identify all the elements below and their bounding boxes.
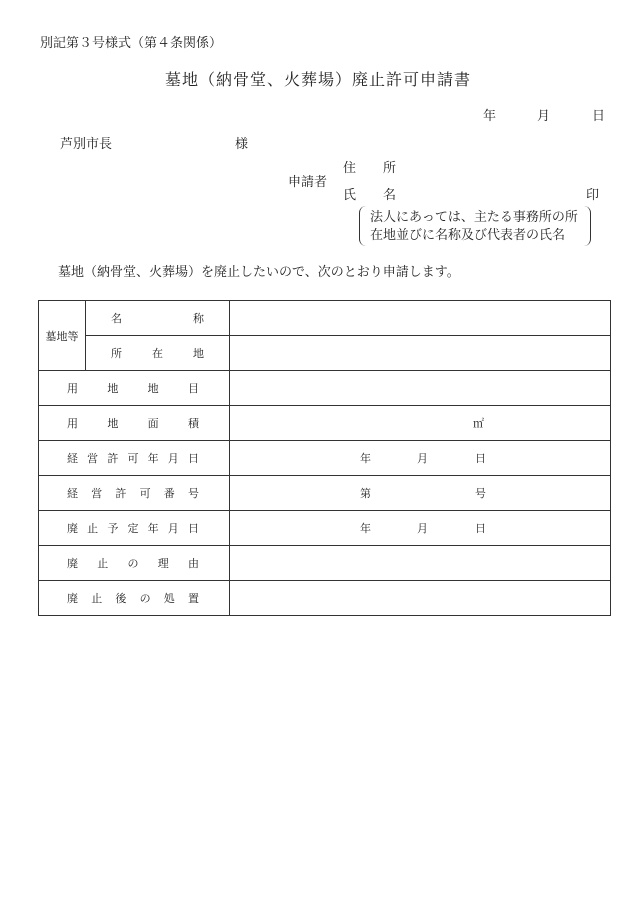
label-char: 目 (187, 382, 199, 395)
table-row (39, 301, 611, 336)
label-char: 年 (147, 522, 159, 535)
label-char: 予 (107, 522, 119, 535)
corporate-note-line-1: 法人にあっては、主たる事務所の所 (370, 210, 578, 225)
name-label-1: 氏 (343, 188, 357, 203)
date-year-label: 年 (483, 109, 497, 124)
table-row (39, 441, 611, 476)
row-label (86, 336, 230, 371)
row-label (39, 371, 230, 406)
corporate-note (359, 206, 591, 246)
label-char: 営 (87, 452, 99, 465)
closure-reason-value[interactable] (230, 546, 611, 581)
label-char: 許 (115, 487, 127, 500)
label-char: 用 (67, 417, 78, 430)
label-char: 地 (107, 417, 119, 430)
label-char: 止 (91, 592, 103, 605)
row-label (39, 406, 230, 441)
label-char: 廃 (67, 557, 78, 570)
row-label (39, 441, 230, 476)
label-char: 積 (187, 417, 199, 430)
corporate-note-line-2: 在地並びに名称及び代表者の氏名 (370, 228, 566, 243)
label-char: の (139, 592, 151, 605)
label-char: 理 (157, 557, 169, 570)
label-char: 地 (147, 382, 159, 395)
date-year-label: 年 (360, 522, 371, 535)
label-char: 止 (87, 522, 99, 535)
label-char: 止 (97, 557, 109, 570)
row-label (39, 581, 230, 616)
address-label-2: 所 (383, 161, 397, 176)
date-day-label: 日 (475, 452, 486, 465)
label-char: 由 (188, 557, 199, 570)
label-char: 在 (152, 347, 163, 360)
label-char: 経 (67, 487, 78, 500)
form-reference: 別記第３号様式（第４条関係） (40, 36, 223, 51)
permit-number-value[interactable] (230, 476, 611, 511)
name-value[interactable] (230, 301, 611, 336)
date-day-label: 日 (592, 109, 606, 124)
permit-date-value[interactable] (230, 441, 611, 476)
label-char: 可 (127, 452, 139, 465)
row-label (86, 301, 230, 336)
label-char: 日 (187, 522, 199, 535)
label-char: 後 (115, 592, 127, 605)
label-char: 可 (139, 487, 151, 500)
label-char: 地 (107, 382, 119, 395)
label-char: の (127, 557, 139, 570)
label-char: 廃 (67, 592, 78, 605)
land-area-value[interactable] (230, 406, 611, 441)
table-row (39, 336, 611, 371)
date-month-label: 月 (417, 522, 428, 535)
table-row (39, 371, 611, 406)
table-row (39, 406, 611, 441)
number-prefix: 第 (360, 487, 371, 500)
label-char: 面 (147, 417, 159, 430)
table-row (39, 581, 611, 616)
name-label-2: 名 (383, 188, 397, 203)
label-char: 地 (193, 347, 204, 360)
label-char: 用 (67, 382, 78, 395)
intro-text: 墓地（納骨堂、火葬場）を廃止したいので、次のとおり申請します。 (58, 265, 460, 280)
label-char: 定 (127, 522, 139, 535)
label-char: 番 (163, 487, 175, 500)
label-char: 月 (167, 522, 179, 535)
label-char: 所 (111, 347, 122, 360)
post-closure-disposition-value[interactable] (230, 581, 611, 616)
row-label (39, 476, 230, 511)
addressee: 芦別市長 (60, 137, 113, 152)
land-category-value[interactable] (230, 371, 611, 406)
label-char: 営 (91, 487, 103, 500)
table-row (39, 476, 611, 511)
label-char: 経 (67, 452, 78, 465)
area-unit: ㎡ (473, 417, 484, 430)
date-month-label: 月 (537, 109, 551, 124)
row-label (39, 511, 230, 546)
label-char: 廃 (67, 522, 78, 535)
application-table (38, 300, 611, 616)
document-title: 墓地（納骨堂、火葬場）廃止許可申請書 (165, 70, 472, 89)
group-label: 墓地等 (39, 301, 86, 371)
label-char: 名 (111, 312, 122, 325)
table-row (39, 511, 611, 546)
planned-closure-date-value[interactable] (230, 511, 611, 546)
location-value[interactable] (230, 336, 611, 371)
label-char: 称 (193, 312, 204, 325)
applicant-label: 申請者 (288, 175, 328, 190)
date-year-label: 年 (360, 452, 371, 465)
row-label (39, 546, 230, 581)
label-char: 年 (147, 452, 159, 465)
address-label-1: 住 (343, 161, 357, 176)
label-char: 置 (187, 592, 199, 605)
date-month-label: 月 (417, 452, 428, 465)
label-char: 月 (167, 452, 179, 465)
seal-mark: 印 (586, 188, 600, 203)
date-day-label: 日 (475, 522, 486, 535)
label-char: 号 (187, 487, 199, 500)
label-char: 処 (163, 592, 175, 605)
label-char: 許 (107, 452, 119, 465)
number-suffix: 号 (475, 487, 486, 500)
table-row (39, 546, 611, 581)
honorific: 様 (235, 137, 249, 152)
label-char: 日 (187, 452, 199, 465)
